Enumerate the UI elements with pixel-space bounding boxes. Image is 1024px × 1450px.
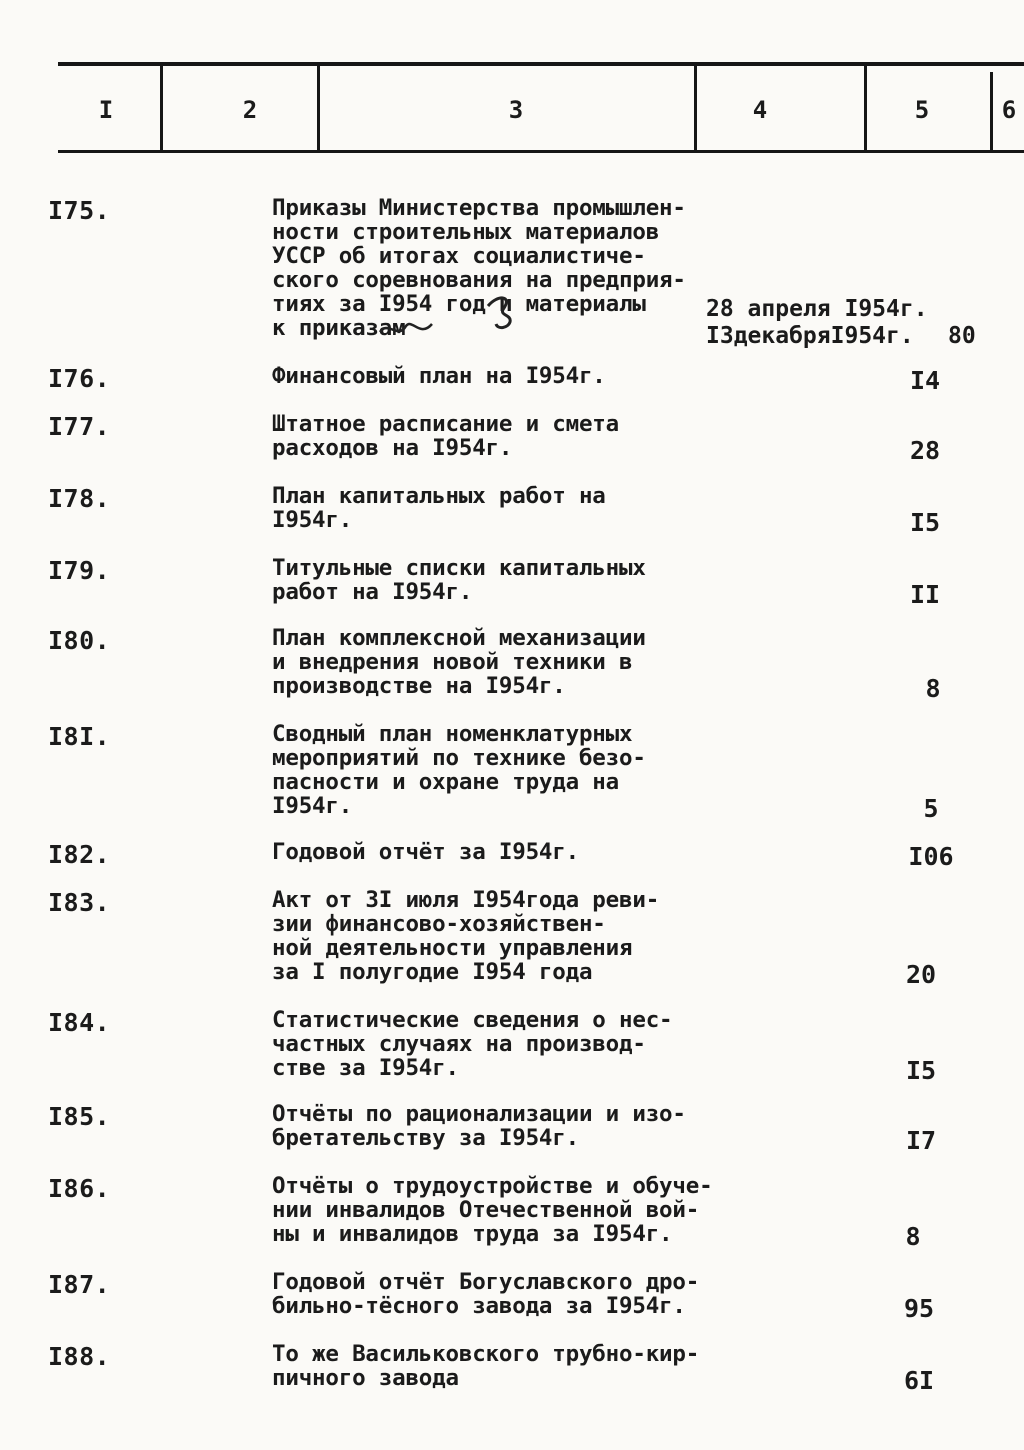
column-number-5: 5	[914, 96, 930, 124]
header-divider	[317, 64, 320, 152]
sheet-count: 5	[923, 794, 939, 823]
file-title: Годовой отчёт Богуславского дро- бильно-тёсного завода за I954г.	[272, 1269, 700, 1319]
file-number: I80.	[48, 626, 111, 655]
header-divider	[864, 64, 867, 152]
file-title: То же Васильковского трубно-кир- пичного завода	[272, 1341, 700, 1391]
sheet-count: I06	[908, 842, 954, 871]
column-number-3: 3	[508, 96, 524, 124]
file-number: I8I.	[48, 722, 111, 751]
file-title: Титульные списки капитальных работ на I954г.	[272, 555, 646, 605]
file-title: Статистические сведения о нес- частных случаях на производ- стве за I954г.	[272, 1007, 673, 1081]
file-number: I84.	[48, 1008, 111, 1037]
header-divider	[694, 64, 697, 152]
file-title: Акт от 3I июля I954года реви- зии финансово-хозяйствен- ной деятельности управления за I полугодие I954 года	[272, 887, 660, 985]
file-title: Отчёты о трудоустройстве и обуче- нии инвалидов Отечественной вой- ны и инвалидов труда за I954г.	[272, 1173, 713, 1247]
sheet-count: 28	[909, 436, 941, 465]
file-number: I85.	[48, 1102, 111, 1131]
handwritten-correction-mark	[482, 292, 552, 332]
file-number: I87.	[48, 1270, 111, 1299]
header-top-rule	[58, 62, 1024, 66]
sheet-count: 8	[925, 674, 941, 703]
file-number: I78.	[48, 484, 111, 513]
file-title: Штатное расписание и смета расходов на I954г.	[272, 411, 619, 461]
file-number: I82.	[48, 840, 111, 869]
column-number-4: 4	[752, 96, 768, 124]
file-number: I76.	[48, 364, 111, 393]
file-title: План капитальных работ на I954г.	[272, 483, 606, 533]
header-divider	[160, 64, 163, 152]
file-number: I83.	[48, 888, 111, 917]
sheet-count: I5	[909, 508, 941, 537]
sheet-count: I5	[905, 1056, 937, 1085]
file-number: I88.	[48, 1342, 111, 1371]
column-number-2: 2	[242, 96, 258, 124]
file-title: Отчёты по рационализации и изо- бретательству за I954г.	[272, 1101, 686, 1151]
column-number-6: 6	[1001, 96, 1017, 124]
sheet-count: 20	[905, 960, 937, 989]
file-number: I75.	[48, 196, 111, 225]
file-number: I77.	[48, 412, 111, 441]
sheet-count: I7	[905, 1126, 937, 1155]
file-dates: 28 апреля I954г. I3декабряI954г.	[706, 296, 928, 349]
handwritten-correction-mark	[376, 314, 436, 344]
file-title: Годовой отчёт за I954г.	[272, 839, 579, 865]
sheet-count: 6I	[903, 1366, 935, 1395]
file-number: I86.	[48, 1174, 111, 1203]
sheet-count: 95	[903, 1294, 935, 1323]
sheet-count: 80	[948, 323, 976, 349]
file-title: Финансовый план на I954г.	[272, 363, 606, 389]
sheet-count: 8	[905, 1222, 921, 1251]
sheet-count: I4	[909, 366, 941, 395]
header-bottom-rule	[58, 150, 1024, 153]
file-number: I79.	[48, 556, 111, 585]
file-title: План комплексной механизации и внедрения новой техники в производстве на I954г.	[272, 625, 646, 699]
sheet-count: II	[909, 580, 941, 609]
column-number-1: I	[98, 96, 114, 124]
file-title: Сводный план номенклатурных мероприятий по технике безо- пасности и охране труда на I954г.	[272, 721, 646, 819]
file-title: Приказы Министерства промышлен- ности строительных материалов УССР об итогах социалистиче- ского соревнования на предприя- тиях за I954 год и материалы к приказам	[272, 195, 686, 341]
